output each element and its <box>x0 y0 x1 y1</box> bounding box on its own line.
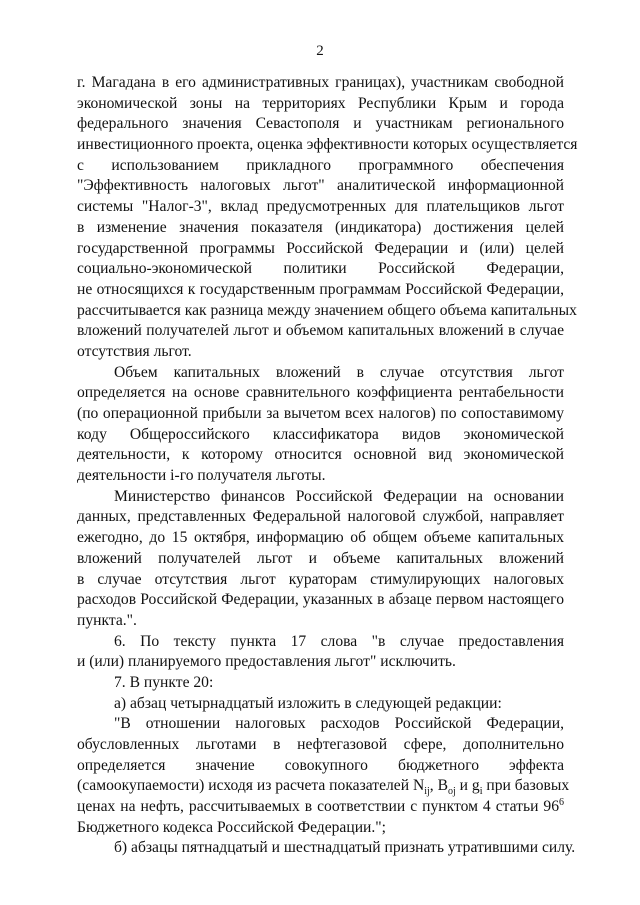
text-line: б) абзацы пятнадцатый и шестнадцатый признать утратившими силу. <box>114 839 576 857</box>
page-number: 2 <box>316 43 324 59</box>
text-line: рассчитывается как разница между значением общего объема капитальных <box>77 301 577 319</box>
text-line: инвестиционного проекта, оценка эффективности которых осуществляется <box>77 136 578 154</box>
document-text-tail <box>77 818 576 859</box>
text-line: обусловленных льготами в нефтегазовой сфере, дополнительно <box>77 736 564 753</box>
text-line: пункта.". <box>77 611 137 629</box>
text-line: социально-экономической политики Российской Федерации, <box>77 260 564 278</box>
text-line: отсутствия льгот. <box>77 342 192 360</box>
text-line: в случае отсутствия льгот кураторам стимулирующих налоговых <box>77 570 564 588</box>
text-line: с использованием прикладного программного обеспечения <box>77 156 564 174</box>
text-line: вложений получателей льгот и объеме капитальных вложений <box>77 549 564 567</box>
text-line: в изменение значения показателя (индикатора) достижения целей <box>77 218 564 236</box>
text-line: деятельности, к которому относится основной вид экономической <box>77 446 564 464</box>
text-line: г. Магадана в его административных границах), участникам свободной <box>77 74 564 91</box>
text-line: и (или) планируемого предоставления льгот" исключить. <box>77 653 456 671</box>
text-line: 7. В пункте 20: <box>114 673 214 691</box>
text-line: государственной программы Российской Федерации и (или) целей <box>77 239 564 257</box>
text-line: определяется значение совокупного бюджетного эффекта <box>77 756 564 774</box>
text-line: данных, представленных Федеральной налоговой службой, направляет <box>77 508 564 526</box>
text-line: 6. По тексту пункта 17 слова "в случае предоставления <box>114 632 564 650</box>
text-line: деятельности i-го получателя льготы. <box>77 467 326 485</box>
text-line: Министерство финансов Российской Федерации на основании <box>114 487 564 505</box>
text-line: (по операционной прибыли за вычетом всех налогов) по сопоставимому <box>77 405 564 422</box>
text-line-formula: (самоокупаемости) исходя из расчета показателей $N_{ij}$, $B_{oj}$ и $g_i$ при базовых <box>77 777 570 798</box>
text-line-article: ценах на нефть, рассчитываемых в соответствии с пунктом 4 статьи $96^6$ <box>77 796 564 816</box>
text-line: расходов Российской Федерации, указанных в абзаце первом настоящего <box>77 591 564 609</box>
text-line: "Эффективность налоговых льгот" аналитической информационной <box>77 177 564 195</box>
text-line: системы "Налог-3", вклад предусмотренных для плательщиков льгот <box>77 198 564 216</box>
document-text-lines <box>77 73 578 776</box>
text-line: ежегодно, до 15 октября, информацию об общем объеме капитальных <box>77 529 564 547</box>
text-line: федерального значения Севастополя и участникам регионального <box>77 115 564 133</box>
text-line: вложений получателей льгот и объемом капитальных вложений в случае <box>77 322 564 340</box>
text-line: не относящихся к государственным программам Российской Федерации, <box>77 280 564 298</box>
text-line: а) абзац четырнадцатый изложить в следующей редакции: <box>114 694 502 712</box>
document-body <box>77 73 578 859</box>
text-line: определяется на основе сравнительного коэффициента рентабельности <box>77 384 564 402</box>
text-line: "В отношении налоговых расходов Российской Федерации, <box>114 715 564 733</box>
text-line: Объем капитальных вложений в случае отсутствия льгот <box>114 363 564 381</box>
text-line: экономической зоны на территориях Республики Крым и города <box>77 94 564 112</box>
text-line: коду Общероссийского классификатора видов экономической <box>77 425 564 443</box>
text-line: Бюджетного кодекса Российской Федерации."; <box>77 818 386 836</box>
